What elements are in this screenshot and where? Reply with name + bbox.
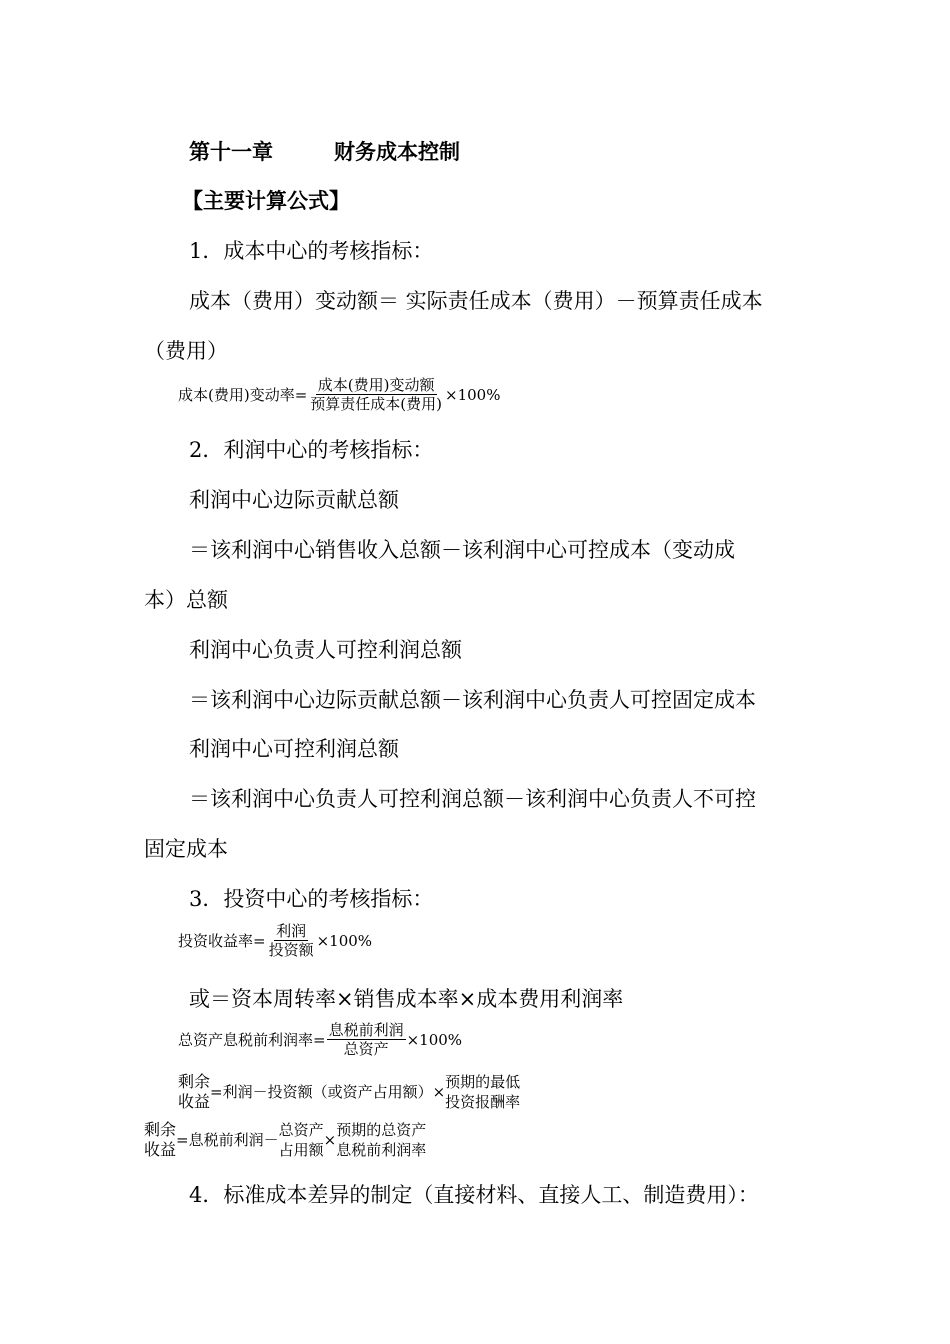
item-2-heading: 2．利润中心的考核指标： [189, 438, 434, 462]
chapter-number: 第十一章 [189, 140, 273, 164]
lhs-stack [178, 1072, 210, 1112]
item-2-line-f-cont: 固定成本 [144, 837, 228, 861]
lhs-top: 剩余 [144, 1120, 177, 1139]
mid-bottom: 占用额 [278, 1141, 324, 1159]
denominator: 预算责任成本(费用) [310, 395, 442, 413]
item-4-heading: 4．标准成本差异的制定（直接材料、直接人工、制造费用）： [189, 1183, 759, 1207]
item-2-line-c: 利润中心负责人可控利润总额 [189, 638, 462, 662]
formula-middle: =利润－投资额（或资产占用额）× [210, 1083, 446, 1101]
chapter-title: 财务成本控制 [334, 140, 460, 164]
formula-lhs: 成本(费用)变动率= [178, 385, 308, 404]
formula-cost-change-rate [178, 376, 500, 413]
lhs-top: 剩余 [178, 1072, 211, 1091]
formula-residual-income-2 [144, 1120, 426, 1160]
denominator: 总资产 [343, 1040, 389, 1058]
section-heading: 【主要计算公式】 [182, 189, 350, 213]
formula-tail: ×100% [445, 385, 501, 404]
formula-tail: ×100% [406, 1030, 463, 1049]
rhs-top: 预期的最低 [445, 1073, 521, 1091]
item-2-line-b-cont: 本）总额 [144, 588, 228, 612]
numerator: 成本(费用)变动额 [317, 376, 435, 394]
item-2-line-a: 利润中心边际贡献总额 [189, 488, 399, 512]
lhs-stack [144, 1120, 176, 1160]
fraction [267, 922, 316, 959]
rhs-bottom: 息税前利润率 [336, 1141, 427, 1159]
formula-residual-income-1 [178, 1072, 520, 1112]
mid-stack [279, 1120, 324, 1160]
formula-lhs: 总资产息税前利润率= [178, 1030, 326, 1049]
item-1-heading: 1．成本中心的考核指标： [189, 239, 434, 263]
formula-middle: =息税前利润－ [176, 1131, 279, 1149]
item-2-line-f: ＝该利润中心负责人可控利润总额－该利润中心负责人不可控 [189, 787, 756, 811]
denominator: 投资额 [268, 941, 314, 959]
lhs-bottom: 收益 [178, 1092, 211, 1111]
item-2-line-e: 利润中心可控利润总额 [189, 737, 399, 761]
item-3-heading: 3．投资中心的考核指标： [189, 887, 434, 911]
rhs-bottom: 投资报酬率 [445, 1093, 521, 1111]
item-1-text: 成本（费用）变动额＝ 实际责任成本（费用）－预算责任成本 [189, 289, 763, 313]
mid-top: 总资产 [278, 1121, 324, 1139]
item-1-text-cont: （费用） [144, 339, 228, 363]
lhs-bottom: 收益 [144, 1140, 177, 1159]
rhs-stack [336, 1120, 426, 1160]
fraction [308, 376, 444, 413]
item-2-line-b: ＝该利润中心销售收入总额－该利润中心可控成本（变动成 [189, 538, 735, 562]
formula-tail: ×100% [316, 931, 373, 950]
times-sign: × [323, 1131, 337, 1149]
numerator: 息税前利润 [328, 1021, 404, 1039]
formula-roi [178, 922, 372, 959]
item-2-line-d: ＝该利润中心边际贡献总额－该利润中心负责人可控固定成本 [189, 688, 756, 712]
numerator: 利润 [276, 922, 307, 940]
rhs-stack [445, 1072, 520, 1112]
formula-ebit-rate [178, 1021, 462, 1058]
item-3-or-line: 或＝资本周转率×销售成本率×成本费用利润率 [189, 987, 624, 1011]
formula-lhs: 投资收益率= [178, 931, 266, 950]
fraction [327, 1021, 406, 1058]
rhs-top: 预期的总资产 [336, 1121, 427, 1139]
